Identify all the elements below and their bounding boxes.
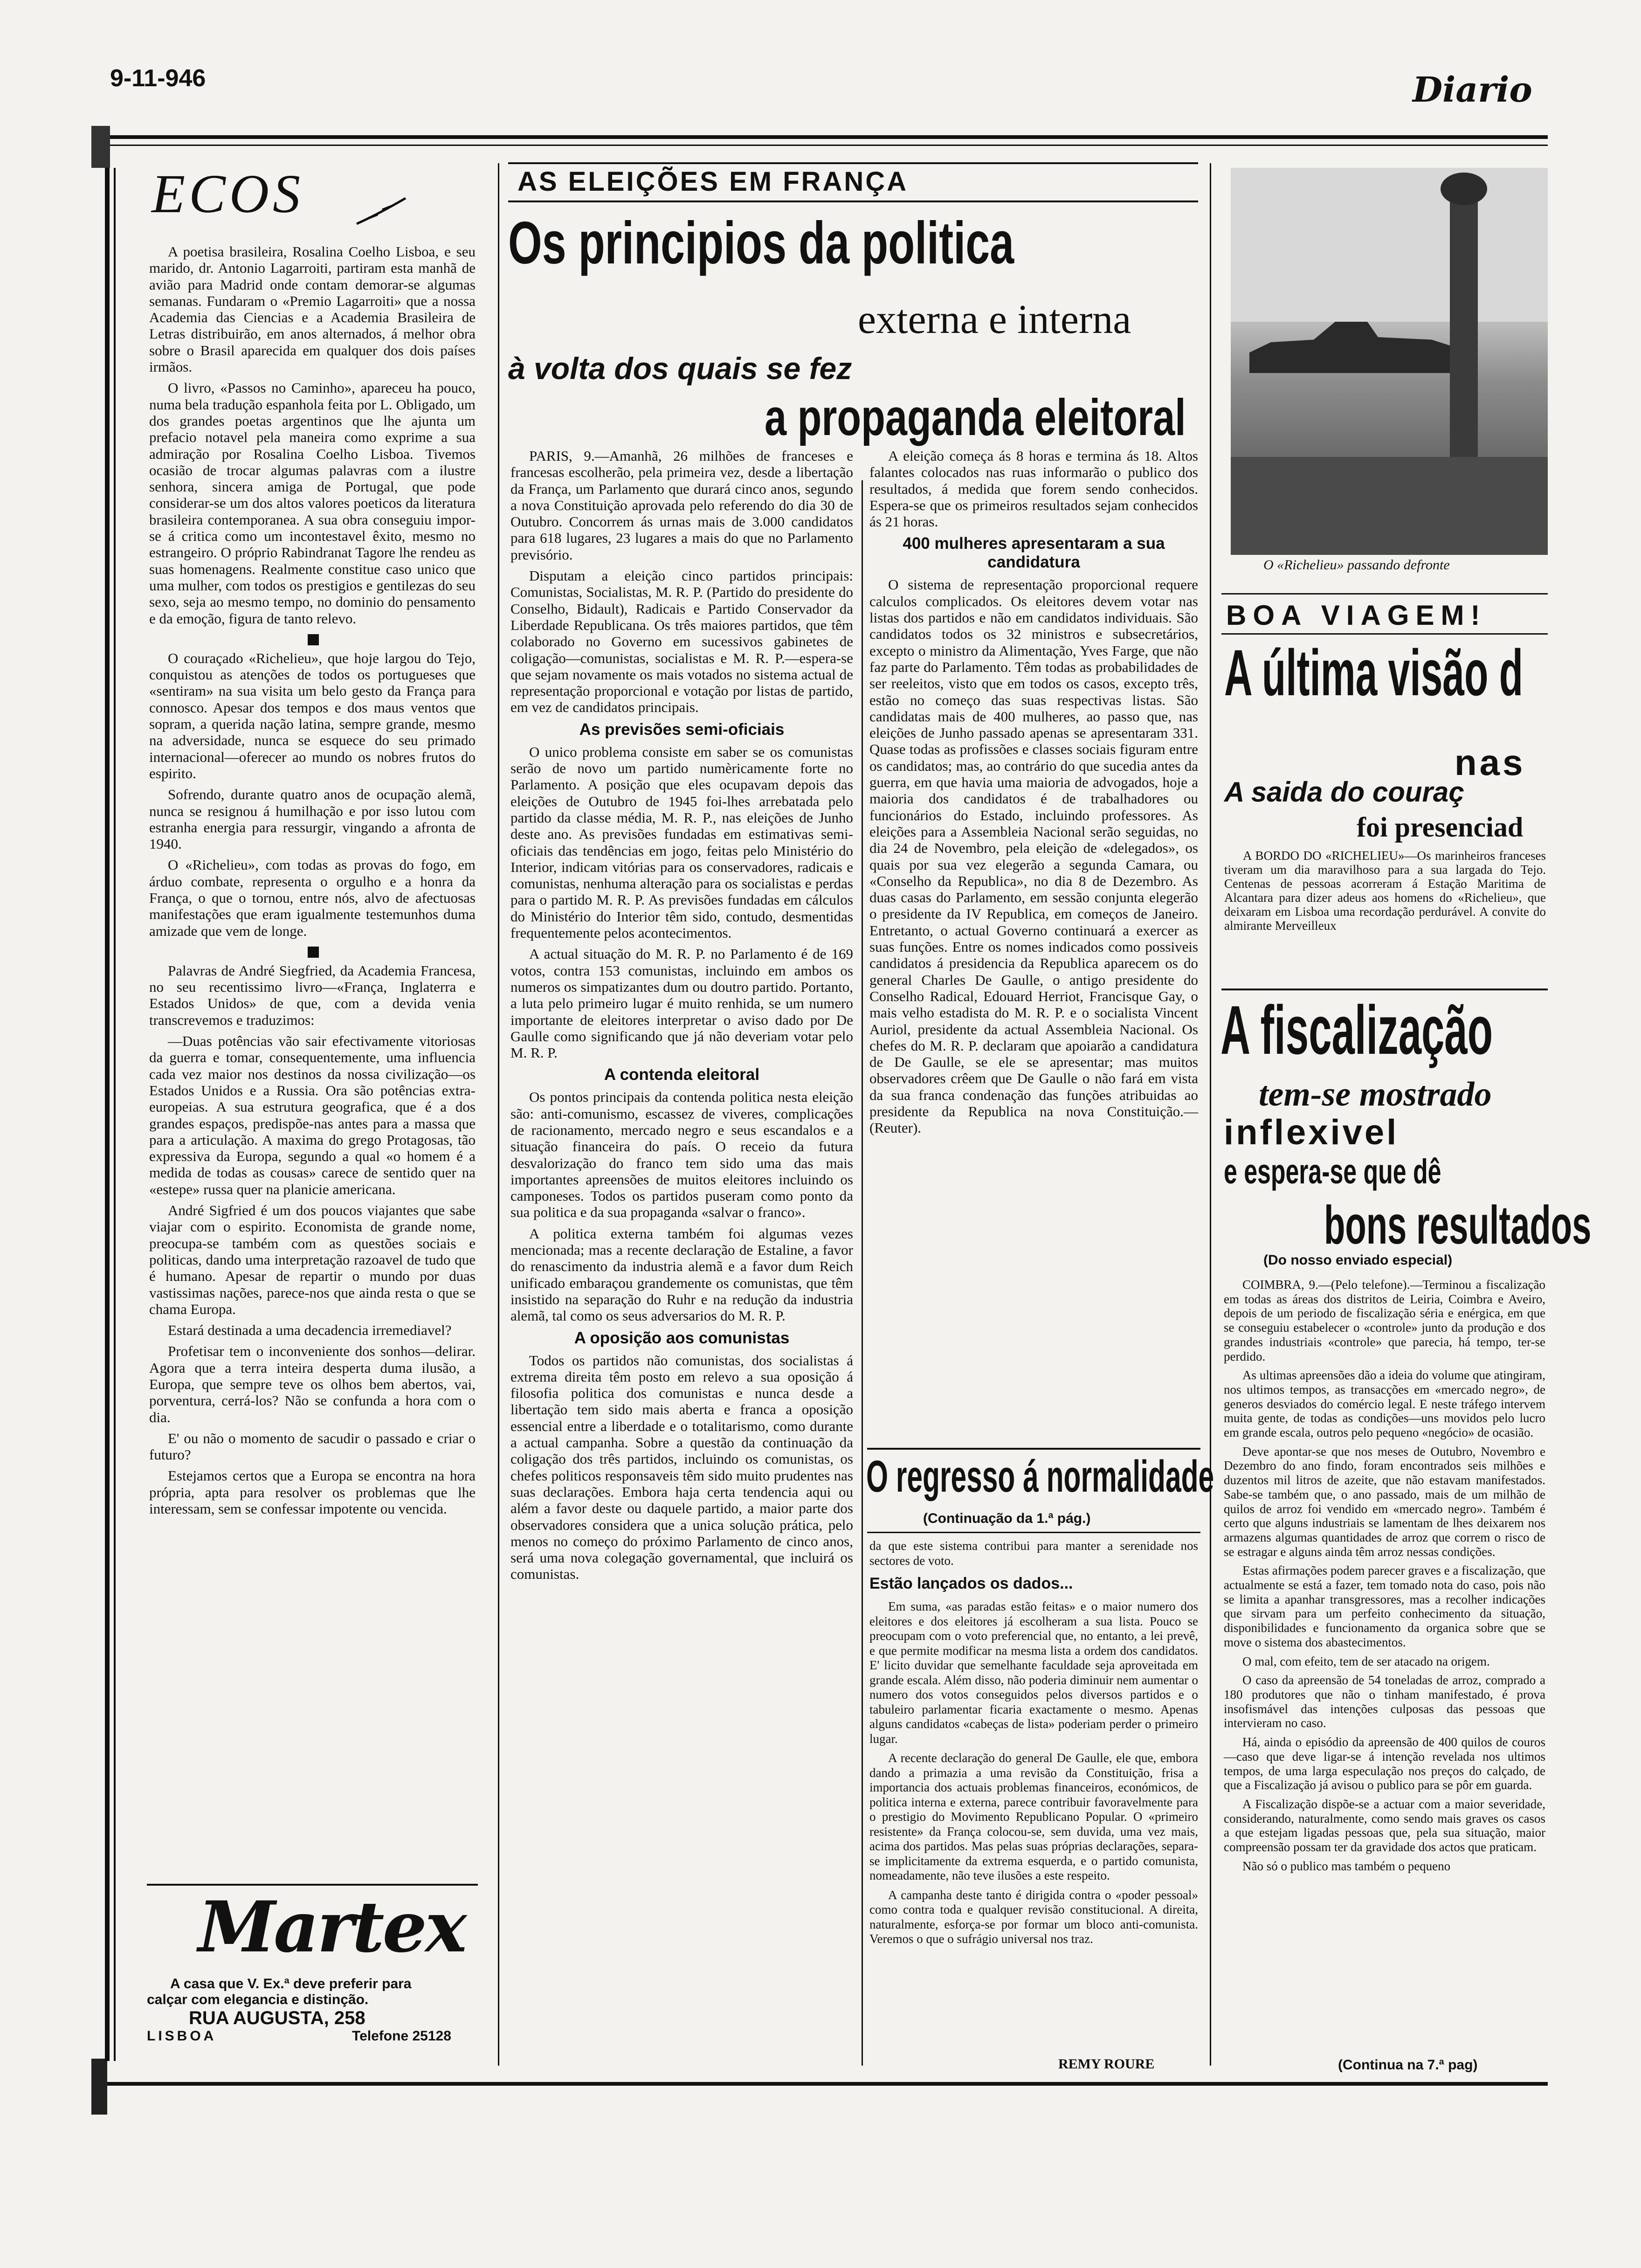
section-rule <box>1221 989 1548 990</box>
boa-viagem-block <box>1221 635 1548 933</box>
article-paragraph: Deve apontar-se que nos meses de Outubro, Novembro e Dezembro do ano findo, foram encontrados seis milhões e duzentos mil litros de azeite, que não estavam manifestados. Sabe-se também que, o ano passado, mais de um milhão de quilos de arroz foi vendido em «mercado negro». Também é certo que alguns industriais se lamentam de lhes deixarem nos armazens algumas quantidades de arroz que correm o risco de se estragar e alguns ainda têm arroz nessas condições. <box>1224 1444 1545 1559</box>
article-paragraph: A Fiscalização dispõe-se a actuar com a maior severidade, considerando, naturalmente, como sendo mais graves os casos a que estejam ligadas pessoas que, pela sua situação, maior compreensão possam ter da gravidade dos actos que praticam. <box>1224 1797 1545 1854</box>
kicker-rule <box>508 162 1198 164</box>
article-paragraph: PARIS, 9.—Amanhã, 26 milhões de franceses e francesas escolherão, pela primeira vez, desde a libertação da França, um Parlamento que durará cinco anos, segundo a nova Constituição aprovada pelo referendo do dia 30 de Outubro. Concorrem ás urnas mais de 3.000 candidatos para 618 lugares, 23 lugares a mais do que no Parlamento previsório. <box>510 448 853 563</box>
column-divider <box>498 163 499 2066</box>
left-vertical-rule <box>105 168 110 2061</box>
article-paragraph: da que este sistema contribui para manter a serenidade nos sectores de voto. <box>869 1539 1198 1568</box>
regresso-continuation: (Continuação da 1.ª pág.) <box>923 1511 1091 1526</box>
ecos-column <box>149 243 476 1521</box>
ship-silhouette <box>1249 322 1464 373</box>
column-divider <box>862 480 863 2066</box>
kicker-rule <box>508 201 1198 202</box>
subheading: A contenda eleitoral <box>604 1065 760 1084</box>
ad-line-2: calçar com elegancia e distinção. <box>147 1992 369 2007</box>
presenciada-headline: foi presenciad <box>1357 812 1524 843</box>
article-paragraph: A actual situação do M. R. P. no Parlamento é de 169 votos, contra 153 comunistas, incluindo em ambos os numeros os simpatizantes dum ou doutro partido. Portanto, a luta pelo primeiro lugar é muito renhida, se um numero importante de eleitores interpretar o aviso dado por De Gaulle como significando que já não deveriam votar pelo M. R. P. <box>510 946 853 1061</box>
article-paragraph: As ultimas apreensões dão a ideia do volume que atingiram, nos ultimos tempos, as transacções em «mercado negro», de generos desviados do comércio legal. E neste tráfego intervem muita gente, de todas as condições—uns movidos pelo lucro em grande escala, outros pelo pequeno «negócio» de ocasião. <box>1224 1368 1545 1440</box>
photo-caption: O «Richelieu» passando defronte <box>1263 557 1450 573</box>
kicker: AS ELEIÇÕES EM FRANÇA <box>517 166 909 197</box>
section-rule <box>1221 593 1548 595</box>
ecos-paragraph: O livro, «Passos no Caminho», apareceu ha pouco, numa bela tradução espanhola feita por L. Obligado, um dos grandes poetas argentinos que lhe ajunta um prefacio notavel pela maneira como exprime a sua admiração por Rosalina Coelho Lisboa. Tivemos ocasião de trocar algumas palavras com a ilustre senhora, sincera amiga de Portugal, que pode considerar-se um dos altos valores poeticos da literatura brasileira contemporanea. A sua obra conseguiu impor-se á critica como um incontestavel êxito, mesmo no estrangeiro. O próprio Rabindranat Tagore lhe rendeu as suas homenagens. Realmente constitue caso unico que uma mulher, com todos os prestigios e gentilezas do seu sexo, seja ao mesmo tempo, no dominio do pensamento e da emoção, figura de tanto relevo. <box>149 380 476 627</box>
saida-headline: A saida do couraç <box>1224 776 1464 808</box>
article-paragraph: A recente declaração do general De Gaulle, ele que, embora dando a primazia a uma revisão da Constituição, frisa a importancia dos actuais problemas financeiros, económicos, de politica interna e externa, parece contribuir favoravelmente para o prestigio do Movimento Republicano Popular. O «primeiro resistente» da França colocou-se, sem duvida, uma vez mais, acima dos partidos. Mas pelas suas próprias declarações, separa-se implicitamente da extrema esquerda, e o partido comunista, nomeadamente, não teve ilusões a este respeito. <box>869 1751 1198 1882</box>
left-vertical-rule-2 <box>114 168 116 2061</box>
article-paragraph: Estas afirmações podem parecer graves e a fiscalização, que actualmente se está a fazer, tem tomado nota do caso, pois não se limita a apanhar transgressores, mas a recolher indicações que sirvam para um perfeito conhecimento da situação, disponibilidades e funcionamento da organica sobre que se move o sistema dos abastecimentos. <box>1224 1563 1545 1649</box>
headline-2: externa e interna <box>858 297 1131 342</box>
regresso-headline: O regresso á normalidade <box>866 1452 1214 1501</box>
footer-rule <box>93 2082 1548 2086</box>
article-paragraph: Em suma, «as paradas estão feitas» e o maior numero dos eleitores e dos eleitores já escolheram a sua lista. Pouco se preocupam com o voto preferencial que, no entanto, a lei prevê, e que permite modificar na mesma lista a ordem dos candidatos. E' licito duvidar que semelhante faculdade seja aproveitada em grande escala. Além disso, não poderia diminuir nem aumentar o numero dos votos conseguidos pelos diversos partidos e o tabuleiro parlamentar ficaria exactamente o mesmo. Apenas alguns candidatos «cabeças de lista» poderiam perder o primeiro lugar. <box>869 1599 1198 1746</box>
crowd <box>1231 457 1548 555</box>
article-paragraph: Todos os partidos não comunistas, dos socialistas á extrema direita têm posto em relevo a sua oposição á filosofia politica dos comunistas e nunca desde a libertação tem sido mais aberta e franca a oposição essencial entre a liberdade e o totalitarismo, como durante a actual campanha. Sobre a questão da continuação da coligação dos três partidos, incluindo os comunistas, os chefes politicos responsaveis têm sido muito prudentes nas suas declarações. Embora haja certa tendencia aqui ou além a favor deste ou daquele partido, a maior parte dos observadores considera que a unica solução prática, pelo menos no começo do próximo Parlamento de cinco anos, será uma nova colegação governamental, que incluirá os comunistas. <box>510 1352 853 1583</box>
section-rule <box>867 1448 1200 1450</box>
subheading: Estão lançados os dados... <box>869 1575 1073 1592</box>
article-paragraph: A politica externa também foi algumas vezes mencionada; mas a recente declaração de Estaline, a favor do renascimento da industria alemã e a favor dum Reich unificado embaraçou grandemente os comunistas, que têm insistido na separação do Ruhr e na redução da industria alemã, tal como os seus adversarios do M. R. P. <box>510 1225 853 1324</box>
regresso-column <box>869 1539 1198 1951</box>
ad-line-1: A casa que V. Ex.ª deve preferir para <box>170 1976 412 1991</box>
article-paragraph: A eleição começa ás 8 horas e termina ás 18. Altos falantes colocados nas ruas informarão o publico dos resultados, á medida que forem sendo conhecidos. Espera-se que os primeiros resultados sejam conhecidos ás 21 horas. <box>869 448 1198 530</box>
ecos-paragraph: Profetisar tem o inconveniente dos sonhos—delirar. Agora que a terra inteira desperta duma ilusão, a Europa, que sempre teve os olhos bem abertos, vai, porventura, cerrá-los? Não se confunda a hora com o dia. <box>149 1343 476 1425</box>
article-paragraph: Há, ainda o episódio da apreensão de 400 quilos de couros—caso que deve ligar-se á intenção revelada nos ultimos tempos, de uma larga especulação nos preços do calçado, de que a Fiscalização já avisou o publico para se pôr em guarda. <box>1224 1735 1545 1792</box>
ecos-paragraph: Estejamos certos que a Europa se encontra na hora própria, apta para resolver os problemas que lhe interessam, sem se confessar impotente ou vencida. <box>149 1467 476 1517</box>
martex-ad <box>147 1888 478 2042</box>
nas-headline: nas <box>1455 742 1526 783</box>
left-margin-bar <box>91 126 110 168</box>
ecos-paragraph: E' ou não o momento de sacudir o passado e criar o futuro? <box>149 1430 476 1463</box>
martex-logo: Martex <box>198 1886 465 1968</box>
section-rule <box>867 1532 1200 1533</box>
publication-name: Diario <box>1413 70 1532 110</box>
article-paragraph: O caso da apreensão de 54 toneladas de arroz, comprado a 180 produtores que não o tinham manifestado, é prova insofismável das intenções culposas das pessoas que intervieram no caso. <box>1224 1673 1545 1730</box>
ad-city: LISBOA <box>147 2028 217 2044</box>
article-paragraph: Os pontos principais da contenda politica nesta eleição são: anti-comunismo, escassez de viveres, complicações de racionamento, mercado negro e seus escandalos e a situação financeira do país. O receio da futura desvalorização do franco tem sido uma das mais importantes apreensões de muitos eleitores incluindo os camponeses. Todos os partidos puseram como ponto da sua politica e da sua propaganda «salvar o franco». <box>510 1089 853 1221</box>
article-paragraph: O mal, com efeito, tem de ser atacado na origem. <box>1242 1654 1490 1668</box>
continua-line: (Continua na 7.ª pag) <box>1338 2057 1478 2073</box>
temse-headline: tem-se mostrado <box>1259 1075 1492 1113</box>
section-rule <box>1221 633 1548 635</box>
header-rule-thin <box>93 145 1548 146</box>
ad-top-rule <box>147 1884 478 1886</box>
ecos-paragraph: Sofrendo, durante quatro anos de ocupação alemã, nunca se resignou á humilhação e por isso lutou com estranha energia para ressurgir, vingando a afronta de 1940. <box>149 786 476 852</box>
section-bullet <box>308 634 319 645</box>
ultima-headline: A última visão d <box>1224 636 1524 709</box>
ecos-paragraph: André Sigfried é um dos poucos viajantes que sabe viajar com o espirito. Economista de grande nome, preocupa-se também com as questões sociais e politicas, dando uma interpretação razoavel de tudo que é humano. Apesar de repartir o mundo por duas vastissimas nações, parece-nos que ainda resta o que se chama Europa. <box>149 1202 476 1317</box>
fiscalizacao-headline: A fiscalização <box>1220 992 1493 1069</box>
headline-3: à volta dos quais se fez <box>508 351 852 386</box>
subheading: 400 mulheres apresentaram a sua candidatura <box>903 534 1165 572</box>
boa-viagem-heading: BOA VIAGEM! <box>1226 600 1487 631</box>
ecos-paragraph: —Duas potências vão sair efectivamente vitoriosas da guerra e tomar, consequentemente, uma influencia cada vez maior nos destinos da nossa civilização—os Estados Unidos e a Russia. Ora são potências extra-europeias. A sua estrutura geografica, que é a dos grandes espaços, predispõe-nas antes para a massa que para a articulação. A maxima do grego Protagosas, tão expressiva da Europa, segundo a qual «o homem é a medida de todas as cousas» carece de sentido quer na «estepe» russa quer na planicie americana. <box>149 1033 476 1197</box>
article-signature: REMY ROURE <box>1058 2056 1155 2072</box>
enviado-line: (Do nosso enviado especial) <box>1263 1252 1453 1268</box>
column-divider <box>1210 163 1211 2066</box>
article-paragraph: O sistema de representação proporcional requere calculos complicados. Os eleitores devem votar nas listas dos partidos e não em candidatos individuais. São candidatos todos os 32 ministros e subsecretários, excepto o ministro da Alimentação, Yves Farge, que não faz parte do Parlamento. Têm todas as probabilidades de ser reeleitos, visto que em todos os casos, excepto três, estão no começo das suas respectivas listas. São candidatas mais de 400 mulheres, ao passo que, nas eleições de Junho passado apenas se apresentaram 331. Quase todas as profissões e classes sociais figuram entre os candidatos; mas, ao contrário do que sucedia antes da guerra, em que havia uma maioria de advogados, hoje a maioria dos candidatos é de trabalhadores ou funcionários do Estado, incluindo professores. As eleições para a Assembleia Nacional serão seguidas, no dia 24 de Novembro, pela eleição de «delegados», os quais por sua vez elegerão a segunda Camara, ou «Conselho da Republica», no dia 8 de Dezembro. As duas casas do Parlamento, em sessão conjunta elegerão o presidente da IV Republica, em começos de Janeiro. Entretanto, o actual Governo continuará a exercer as suas funções. Entre os nomes indicados como possiveis candidatos á presidencia da Republica aparecem os do general Charles De Gaulle, o antigo presidente do Conselho Radical, Edouard Herriot, Francisque Gay, o mais velho estadista do M. R. P. e o socialista Vincent Auriol, presidente da actual Assembleia Nacional. Os chefes do M. R. P. declaram que apoiarão a candidatura de De Gaulle, se ele se apresentar; mas muitos observadores crêem que De Gaulle o não fará em vista da sua franca condenação das funções atribuidas ao presidente da Republica na nova Constituição.—(Reuter). <box>869 576 1198 1136</box>
ecos-title: ECOS <box>152 163 304 224</box>
ecos-paragraph: O «Richelieu», com todas as provas do fogo, em árduo combate, representa o orgulho e a honra da França, o que o tornou, entre nós, alvo de afectuosas manifestações que eram igualmente testemunhos duma amizade que vem de longe. <box>149 857 476 939</box>
ad-street: RUA AUGUSTA, 258 <box>189 2008 365 2028</box>
subheading: As previsões semi-oficiais <box>579 720 785 739</box>
left-margin-bar <box>91 2059 107 2115</box>
article-paragraph: A campanha deste tanto é dirigida contra o «poder pessoal» como contra toda e qualquer revisão constitucional. A direita, naturalmente, esforça-se por formar um bloco anti-comunista. Veremos o que o sufrágio universal nos traz. <box>869 1888 1198 1946</box>
headline-main: Os principios da politica <box>508 210 1014 277</box>
header-rule <box>93 135 1548 139</box>
elections-column-b <box>869 448 1198 1141</box>
elections-column-a <box>510 448 853 1587</box>
fiscalizacao-column <box>1224 1278 1545 1878</box>
photo-sky <box>1231 168 1548 322</box>
article-paragraph: O unico problema consiste em saber se os comunistas serão de novo um partido numèricamente forte no Parlamento. A posição que eles ocupavam depois das eleições de Outubro de 1945 foi-lhes arrebatada pelo partido da classe média, M. R. P., nas eleições de Junho deste ano. As previsões fundadas em estimativas semi-oficiais das tendências em jogo, feitas pelo Ministério do Interior, indicam vitórias para os conservadores, radicais e comunistas, nenhuma alteração para os socialistas e perdas para o partido M. R. P. As previsões fundadas em cálculos do Ministério do Interior têm sido, contudo, desmentidas frequentemente pelos acontecimentos. <box>510 743 853 941</box>
richelieu-photo <box>1231 168 1548 555</box>
article-paragraph: Não só o publico mas também o pequeno <box>1242 1859 1451 1873</box>
inflexivel-headline: inflexivel <box>1224 1113 1399 1152</box>
espera-headline: e espera-se que dê <box>1224 1152 1441 1191</box>
bordo-paragraph: A BORDO DO «RICHELIEU»—Os marinheiros franceses tiveram um dia maravilhoso para a sua largada do Tejo. Centenas de pessoas acorreram á Estação Maritima de Alcantara para dizer adeus aos homens do «Richelieu», que deixaram em Lisboa uma recordação perdurável. A convite do almirante Merveilleux <box>1224 849 1546 933</box>
subheading: A oposição aos comunistas <box>574 1328 790 1347</box>
quill-icon <box>354 196 410 228</box>
page-date: 9-11-946 <box>110 65 206 92</box>
ecos-paragraph: A poetisa brasileira, Rosalina Coelho Lisboa, e seu marido, dr. Antonio Lagarroiti, partiram esta manhã de avião para Madrid onde contam demorar-se algumas semanas. Fundaram o «Premio Lagarroiti» que a nossa Academia das Ciencias e a Academia Brasileira de Letras distribuirão, em anos alternados, á melhor obra sobre o Brasil aparecida em qualquer dos dois países irmãos. <box>149 243 476 375</box>
article-paragraph: COIMBRA, 9.—(Pelo telefone).—Terminou a fiscalização em todas as áreas dos distritos de Leiria, Coimbra e Aveiro, depois de um periodo de fiscalização séria e enérgica, em que se conseguiu estabelecer o «controle» junto da produção e dos grandes industriais «controle» que parecia, há tempo, ter-se perdido. <box>1224 1278 1545 1363</box>
headline-4: a propaganda eleitoral <box>765 389 1186 446</box>
ad-phone: Telefone 25128 <box>352 2028 451 2044</box>
ecos-paragraph: Estará destinada a uma decadencia irremediavel? <box>168 1322 452 1339</box>
ecos-paragraph: O couraçado «Richelieu», que hoje largou do Tejo, conquistou as atenções de todos os portugueses que «sentiram» na sua visita um belo gesto da França para connosco. Apesar dos tempos e dos maus ventos que sopram, a querida nação latina, sempre grande, mesmo na adversidade, nunca se esquece do seu primado internacional—oferecer ao mundo os nobres frutos do espirito. <box>149 650 476 781</box>
ecos-paragraph: Palavras de André Siegfried, da Academia Francesa, no seu recentissimo livro—«França, Inglaterra e Estados Unidos» de que, com a devida venia transcrevemos e traduzimos: <box>149 962 476 1028</box>
lamp-post-top <box>1441 173 1487 205</box>
article-paragraph: Disputam a eleição cinco partidos principais: Comunistas, Socialistas, M. R. P. (Partido do presidente do Conselho, Bidault), Radicais e Partido Conservador da Liberdade Republicana. Os três maiores partidos, que têm colaborado no Governo em sucessivos gabinetes de coligação—comunistas, socialistas e M. R. P.—espera-se que sejam novamente os mais votados no sistema actual de representação proporcional e votação por listas de partido, em vez de candidatos principais. <box>510 567 853 716</box>
bons-headline: bons resultados <box>1324 1195 1592 1255</box>
section-bullet <box>308 947 319 958</box>
